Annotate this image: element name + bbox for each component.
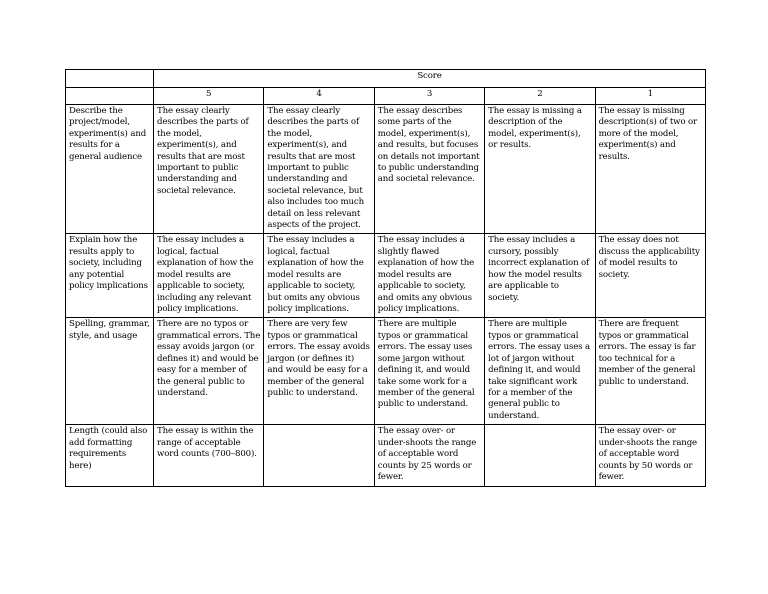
score-heading: Score (154, 70, 706, 88)
rubric-cell (264, 425, 374, 487)
rubric-cell: The essay includes a logical, factual explanation of how the model results are applicable to society, but omits any obvious policy implications. (264, 234, 374, 318)
rubric-cell: There are multiple typos or grammatical errors. The essay uses a lot of jargon without defining it, and would take significant work for a member of the general public to understand. (485, 318, 595, 425)
corner-cell-2 (66, 88, 154, 105)
criterion-spelling: Spelling, grammar, style, and usage (66, 318, 154, 425)
rubric-cell: The essay is missing description(s) of two or more of the model, experiment(s) and results. (595, 105, 705, 234)
score-column-4: 4 (264, 88, 374, 105)
rubric-table (65, 69, 706, 487)
rubric-cell: The essay does not discuss the applicability of model results to society. (595, 234, 705, 318)
rubric-cell: The essay describes some parts of the model, experiment(s), and results, but focuses on details not important to public understanding and societal relevance. (374, 105, 484, 234)
rubric-cell: The essay includes a cursory, possibly incorrect explanation of how the model results are applicable to society. (485, 234, 595, 318)
rubric-cell: There are multiple typos or grammatical errors. The essay uses some jargon without defining it, and would take some work for a member of the general public to understand. (374, 318, 484, 425)
rubric-cell: The essay is missing a description of the model, experiment(s), or results. (485, 105, 595, 234)
table-row (66, 318, 706, 425)
rubric-cell: The essay includes a logical, factual explanation of how the model results are applicable to society, including any relevant policy implications. (154, 234, 264, 318)
criterion-length: Length (could also add formatting requirements here) (66, 425, 154, 487)
table-row (66, 105, 706, 234)
table-row (66, 425, 706, 487)
score-column-3: 3 (374, 88, 484, 105)
score-header-row (66, 70, 706, 88)
score-column-5: 5 (154, 88, 264, 105)
rubric-cell: The essay clearly describes the parts of the model, experiment(s), and results that are most important to public understanding and societal relevance, but also includes too much detail on less relevant aspects of the project. (264, 105, 374, 234)
rubric-cell: The essay clearly describes the parts of the model, experiment(s), and results that are most important to public understanding and societal relevance. (154, 105, 264, 234)
criterion-description: Describe the project/model, experiment(s) and results for a general audience (66, 105, 154, 234)
rubric-cell (485, 425, 595, 487)
rubric-cell: The essay over- or under-shoots the range of acceptable word counts by 50 words or fewer. (595, 425, 705, 487)
corner-cell (66, 70, 154, 88)
rubric-cell: There are frequent typos or grammatical errors. The essay is far too technical for a member of the general public to understand. (595, 318, 705, 425)
rubric-cell: The essay is within the range of acceptable word counts (700–800). (154, 425, 264, 487)
rubric-cell: The essay over- or under-shoots the range of acceptable word counts by 25 words or fewer. (374, 425, 484, 487)
score-columns-row (66, 88, 706, 105)
criterion-society: Explain how the results apply to society, including any potential policy implications (66, 234, 154, 318)
score-column-2: 2 (485, 88, 595, 105)
rubric-cell: The essay includes a slightly flawed explanation of how the model results are applicable to society, and omits any obvious policy implications. (374, 234, 484, 318)
score-column-1: 1 (595, 88, 705, 105)
rubric-cell: There are very few typos or grammatical errors. The essay avoids jargon (or defines it) and would be easy for a member of the general public to understand. (264, 318, 374, 425)
rubric-cell: There are no typos or grammatical errors. The essay avoids jargon (or defines it) and would be easy for a member of the general public to understand. (154, 318, 264, 425)
table-row (66, 234, 706, 318)
